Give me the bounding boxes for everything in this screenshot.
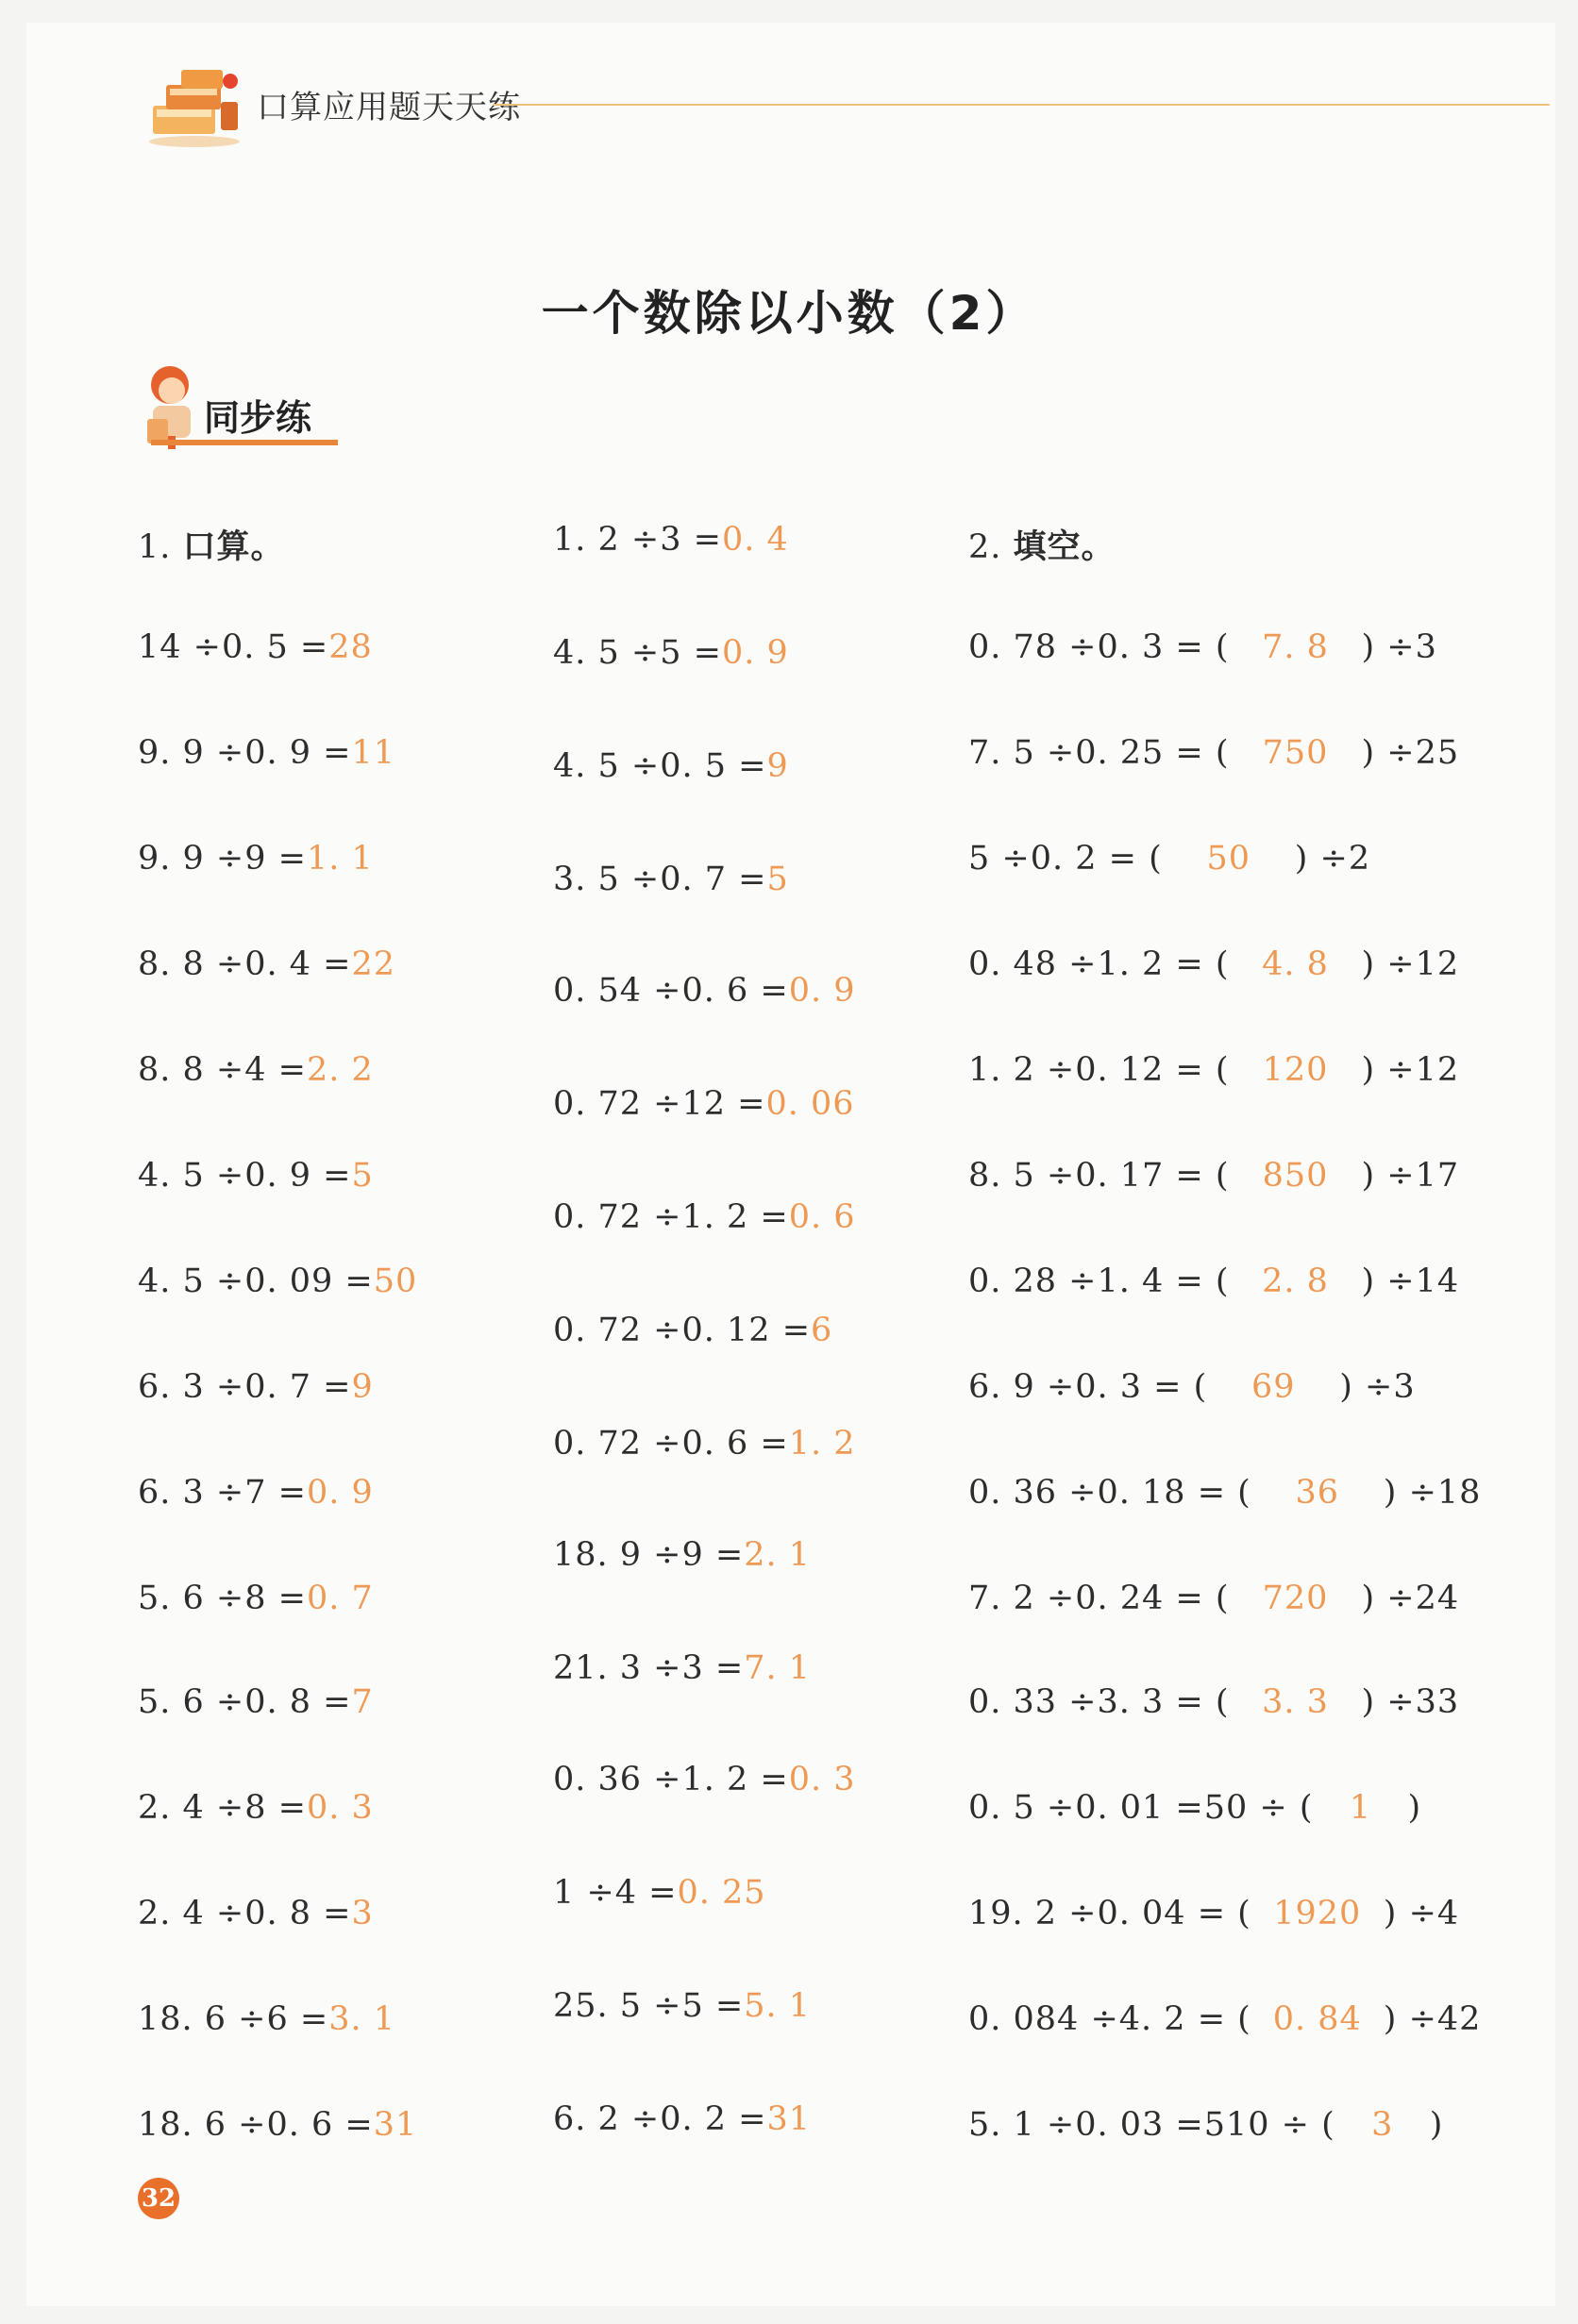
expression: 5. 1 ÷0. 03 =510 ÷ ( — [968, 2106, 1335, 2144]
list-item — [968, 1051, 1459, 1089]
expression: 0. 33 ÷3. 3 = ( — [968, 1683, 1230, 1721]
answer-blank: 36 — [1295, 1474, 1340, 1512]
answer: 1. 2 — [788, 1425, 856, 1463]
answer-blank: 2. 8 — [1262, 1262, 1329, 1300]
answer: 0. 25 — [677, 1874, 766, 1912]
expression: 7. 2 ÷0. 24 = ( — [968, 1580, 1230, 1617]
list-item — [553, 1987, 811, 2025]
answer: 5. 1 — [744, 1987, 812, 2025]
answer-blank: 3 — [1371, 2106, 1394, 2144]
list-item — [968, 1262, 1459, 1300]
expression: 0. 54 ÷0. 6 = — [553, 972, 789, 1010]
expression-tail: ) ÷2 — [1294, 840, 1371, 878]
list-item — [138, 1683, 374, 1721]
expression-tail: ) ÷12 — [1361, 1051, 1460, 1089]
expression: 5. 6 ÷0. 8 = — [138, 1683, 352, 1721]
expression: 0. 78 ÷0. 3 = ( — [968, 628, 1230, 666]
list-item — [553, 1312, 832, 1349]
expression: 0. 36 ÷0. 18 = ( — [968, 1474, 1251, 1512]
expression: 14 ÷0. 5 = — [138, 628, 329, 666]
list-item — [968, 734, 1459, 772]
list-item — [553, 1536, 811, 1574]
answer: 31 — [373, 2106, 418, 2144]
q1-label: 口算。 — [182, 528, 285, 566]
expression: 6. 9 ÷0. 3 = ( — [968, 1368, 1208, 1406]
answer-blank: 0. 84 — [1272, 2000, 1362, 2038]
q1-number: 1. — [138, 528, 172, 566]
list-item — [138, 945, 395, 983]
answer-blank: 850 — [1262, 1157, 1329, 1195]
expression: 18. 6 ÷6 = — [138, 2000, 329, 2038]
boy-mascot-icon — [140, 360, 202, 451]
expression-tail: ) ÷17 — [1361, 1157, 1460, 1195]
list-item — [138, 1051, 374, 1089]
list-item — [138, 1157, 374, 1195]
expression-tail: ) ÷25 — [1361, 734, 1460, 772]
expression: 4. 5 ÷0. 09 = — [138, 1262, 374, 1300]
page-number-badge: 32 — [138, 2178, 179, 2219]
expression: 1 ÷4 = — [553, 1874, 678, 1912]
expression: 0. 72 ÷1. 2 = — [553, 1198, 789, 1236]
expression-tail: ) ÷42 — [1383, 2000, 1482, 2038]
expression: 6. 3 ÷0. 7 = — [138, 1368, 352, 1406]
answer: 0. 6 — [788, 1198, 856, 1236]
list-item — [138, 2106, 417, 2144]
list-item — [968, 1474, 1481, 1512]
expression: 2. 4 ÷8 = — [138, 1789, 307, 1827]
q2-heading — [968, 521, 1116, 568]
answer: 0. 3 — [306, 1789, 374, 1827]
section-underline — [151, 440, 338, 445]
list-item — [553, 972, 856, 1010]
expression-tail: ) — [1429, 2106, 1444, 2144]
list-item — [553, 2100, 811, 2138]
expression: 4. 5 ÷0. 9 = — [138, 1157, 352, 1195]
header-divider — [493, 104, 1550, 106]
answer: 0. 9 — [306, 1474, 374, 1512]
expression: 2. 4 ÷0. 8 = — [138, 1895, 352, 1932]
expression: 4. 5 ÷0. 5 = — [553, 747, 767, 785]
answer-blank: 720 — [1262, 1580, 1329, 1617]
expression: 8. 8 ÷4 = — [138, 1051, 307, 1089]
expression: 1. 2 ÷0. 12 = ( — [968, 1051, 1230, 1089]
expression-tail: ) — [1407, 1789, 1422, 1827]
list-item — [553, 861, 789, 898]
list-item — [553, 634, 789, 672]
answer: 7. 1 — [744, 1649, 812, 1687]
expression: 0. 72 ÷0. 6 = — [553, 1425, 789, 1463]
list-item — [138, 1580, 374, 1617]
answer: 2. 2 — [306, 1051, 374, 1089]
expression: 0. 72 ÷0. 12 = — [553, 1312, 812, 1349]
list-item — [553, 1425, 856, 1463]
answer-blank: 69 — [1251, 1368, 1296, 1406]
expression: 19. 2 ÷0. 04 = ( — [968, 1895, 1251, 1932]
list-item — [968, 1895, 1459, 1932]
list-item — [553, 747, 789, 785]
expression-tail: ) ÷12 — [1361, 945, 1460, 983]
expression: 9. 9 ÷9 = — [138, 840, 307, 878]
expression: 5 ÷0. 2 = ( — [968, 840, 1163, 878]
list-item — [968, 1683, 1459, 1721]
expression-tail: ) ÷33 — [1361, 1683, 1460, 1721]
answer: 6 — [811, 1312, 833, 1349]
expression-tail: ) ÷14 — [1361, 1262, 1460, 1300]
answer-blank: 120 — [1262, 1051, 1329, 1089]
expression: 7. 5 ÷0. 25 = ( — [968, 734, 1230, 772]
expression: 0. 084 ÷4. 2 = ( — [968, 2000, 1251, 2038]
expression: 8. 8 ÷0. 4 = — [138, 945, 352, 983]
expression: 1. 2 ÷3 = — [553, 521, 722, 559]
list-item — [968, 1368, 1416, 1406]
answer-blank: 1 — [1349, 1789, 1372, 1827]
list-item — [553, 521, 789, 559]
list-item — [968, 1157, 1459, 1195]
answer: 5 — [766, 861, 789, 898]
expression: 6. 2 ÷0. 2 = — [553, 2100, 767, 2138]
answer: 0. 06 — [765, 1085, 855, 1123]
expression: 21. 3 ÷3 = — [553, 1649, 745, 1687]
answer: 0. 9 — [721, 634, 789, 672]
expression: 18. 9 ÷9 = — [553, 1536, 745, 1574]
list-item — [138, 1789, 374, 1827]
q1-heading — [138, 521, 285, 568]
expression-tail: ) ÷18 — [1383, 1474, 1482, 1512]
answer: 0. 4 — [721, 521, 789, 559]
answer-blank: 4. 8 — [1262, 945, 1329, 983]
page-title: 一个数除以小数（2） — [541, 286, 1037, 341]
book-title: 口算应用题天天练 — [257, 89, 521, 126]
expression-tail: ) ÷3 — [1339, 1368, 1416, 1406]
answer: 50 — [373, 1262, 418, 1300]
answer: 1. 1 — [306, 840, 374, 878]
answer: 9 — [351, 1368, 374, 1406]
list-item — [968, 1789, 1421, 1827]
list-item — [553, 1874, 766, 1912]
answer: 0. 9 — [788, 972, 856, 1010]
answer: 5 — [351, 1157, 374, 1195]
list-item — [968, 1580, 1459, 1617]
answer: 3. 1 — [328, 2000, 396, 2038]
answer: 28 — [328, 628, 373, 666]
q2-number: 2. — [968, 528, 1002, 566]
list-item — [553, 1198, 856, 1236]
answer: 9 — [766, 747, 789, 785]
expression-tail: ) ÷4 — [1383, 1895, 1460, 1932]
expression: 25. 5 ÷5 = — [553, 1987, 745, 2025]
q2-label: 填空。 — [1013, 528, 1116, 566]
list-item — [968, 2106, 1443, 2144]
list-item — [968, 2000, 1481, 2038]
answer-blank: 750 — [1262, 734, 1329, 772]
section-label: 同步练 — [204, 397, 312, 439]
answer: 0. 7 — [306, 1580, 374, 1617]
answer: 11 — [351, 734, 396, 772]
answer-blank: 50 — [1206, 840, 1251, 878]
answer: 2. 1 — [744, 1536, 812, 1574]
list-item — [553, 1085, 855, 1123]
expression: 4. 5 ÷5 = — [553, 634, 722, 672]
list-item — [553, 1761, 856, 1798]
expression: 8. 5 ÷0. 17 = ( — [968, 1157, 1230, 1195]
list-item — [138, 628, 373, 666]
expression-tail: ) ÷24 — [1361, 1580, 1460, 1617]
expression: 3. 5 ÷0. 7 = — [553, 861, 767, 898]
book-stack-logo-icon — [143, 64, 245, 149]
list-item — [968, 628, 1437, 666]
answer: 22 — [351, 945, 396, 983]
expression: 0. 72 ÷12 = — [553, 1085, 766, 1123]
list-item — [138, 840, 374, 878]
list-item — [553, 1649, 811, 1687]
list-item — [138, 1262, 417, 1300]
expression-tail: ) ÷3 — [1361, 628, 1437, 666]
expression: 0. 5 ÷0. 01 =50 ÷ ( — [968, 1789, 1314, 1827]
expression: 0. 28 ÷1. 4 = ( — [968, 1262, 1230, 1300]
answer: 3 — [351, 1895, 374, 1932]
expression: 0. 36 ÷1. 2 = — [553, 1761, 789, 1798]
list-item — [968, 840, 1370, 878]
list-item — [138, 2000, 395, 2038]
list-item — [138, 1368, 374, 1406]
list-item — [968, 945, 1459, 983]
list-item — [138, 734, 395, 772]
answer: 7 — [351, 1683, 374, 1721]
expression: 6. 3 ÷7 = — [138, 1474, 307, 1512]
list-item — [138, 1895, 374, 1932]
expression: 18. 6 ÷0. 6 = — [138, 2106, 374, 2144]
answer-blank: 3. 3 — [1262, 1683, 1329, 1721]
answer: 0. 3 — [788, 1761, 856, 1798]
expression: 0. 48 ÷1. 2 = ( — [968, 945, 1230, 983]
answer-blank: 1920 — [1273, 1895, 1362, 1932]
list-item — [138, 1474, 374, 1512]
answer: 31 — [766, 2100, 812, 2138]
answer-blank: 7. 8 — [1262, 628, 1329, 666]
expression: 5. 6 ÷8 = — [138, 1580, 307, 1617]
expression: 9. 9 ÷0. 9 = — [138, 734, 352, 772]
